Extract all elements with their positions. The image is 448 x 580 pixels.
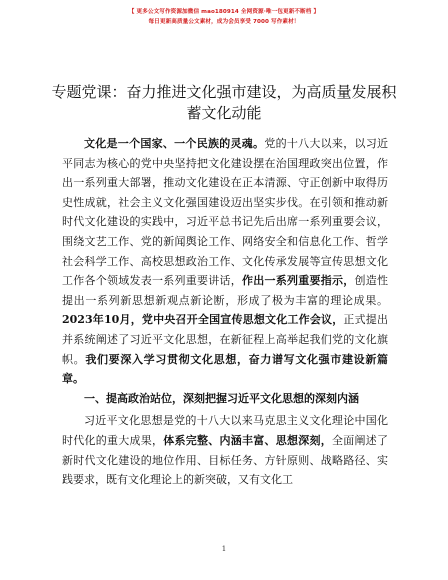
paragraph-2 bbox=[62, 411, 388, 489]
paragraph-1 bbox=[62, 134, 388, 389]
para2-text-2: 全面阐述了新时代文化建设的地位作用、目标任务、方针原则、战略路径、实践要求，既有文化理论上的新突破，又有文化工 bbox=[62, 433, 388, 487]
para1-bold-end: 我们要深入学习贯彻文化思想，奋力谱写文化强市建设新篇章。 bbox=[62, 352, 389, 386]
page-number: 1 bbox=[221, 545, 227, 553]
promo-banner-line-2: 每日更新高质量公文素材，成为会员享受 7000 写作素材！ bbox=[148, 19, 300, 25]
promo-banner-line-1: 【 更多公文写作资源加微信 mao180914 全网资源·唯一包更新不断档 】 bbox=[128, 9, 320, 15]
section-heading-1: 一、提高政治站位，深刻把握习近平文化思想的深刻内涵 bbox=[84, 391, 359, 405]
para1-text-2: 创造性提出一系列新思想新观点新论断，形成了极为丰富的理论成果。 bbox=[62, 274, 388, 307]
para1-text-3: 正式提出并系统阐述了习近平文化思想，在新征程上高举起我们党的文化旗帜。 bbox=[62, 313, 389, 366]
para1-bold-tail: 2023年10月，党中央召开全国宣传思想文化工作会议， bbox=[62, 313, 344, 327]
document-body bbox=[62, 134, 388, 490]
para2-text-1: 习近平文化思想是党的十八大以来马克思主义文化理论中国化时代化的重大成果， bbox=[62, 414, 388, 447]
para2-bold-mid: 体系完整、内涵丰富、思想深刻， bbox=[163, 433, 332, 447]
para1-text-1: 党的十八大以来，以习近平同志为核心的党中央坚持把文化建设摆在治国理政突出位置，作出一系列重大部署，推动文化建设在正本清源、守正创新中取得历史性成就，社会主义文化强国建设迈出坚实步伐。在引领和推动新时代文化建设的实践中，习近平总书记先后出席一系列重要会议，围绕文艺工作、党的新闻舆论工作、网络安全和信息化工作、哲学社会科学工作、高校思想政治工作、文化传承发展等宣传思想文化工作各个领域发表一系列重要讲话， bbox=[62, 137, 389, 288]
document-title: 专题党课：奋力推进文化强市建设，为高质量发展积蓄文化动能 bbox=[51, 83, 397, 122]
para1-bold-lead: 文化是一个国家、一个民族的灵魂。 bbox=[84, 137, 265, 150]
para1-bold-mid: 作出一系列重要指示， bbox=[242, 274, 355, 288]
